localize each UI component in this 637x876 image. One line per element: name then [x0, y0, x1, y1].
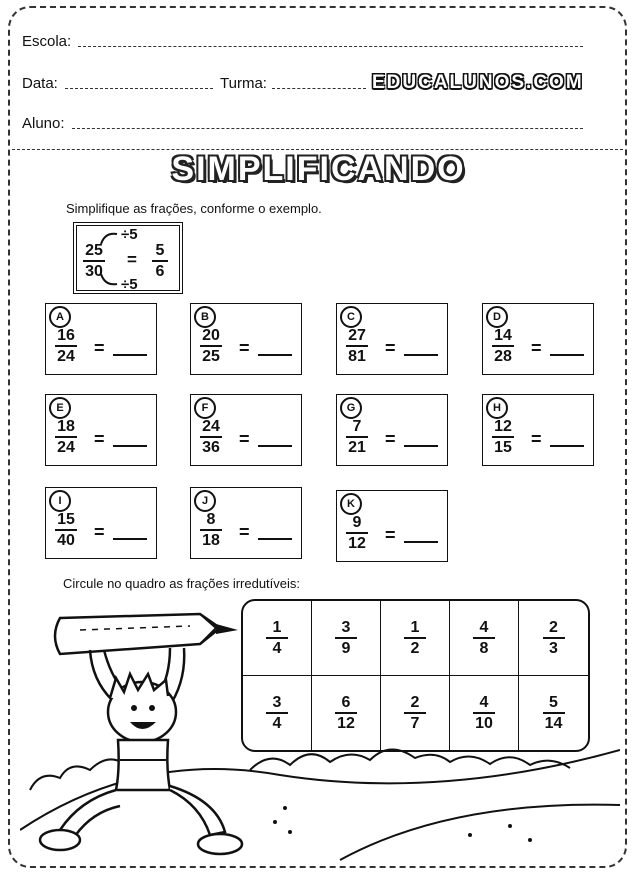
example-equals: =	[127, 250, 137, 269]
denominator: 36	[202, 439, 220, 456]
student-label: Aluno:	[22, 115, 65, 132]
answer-blank[interactable]	[404, 445, 438, 447]
school-label: Escola:	[22, 33, 72, 50]
exercise-letter-badge: F	[194, 397, 216, 419]
exercise-letter-badge: B	[194, 306, 216, 328]
irreducible-fraction-grid	[241, 599, 590, 752]
grid-cell[interactable]	[381, 601, 450, 676]
class-label: Turma:	[220, 75, 267, 92]
grid-fraction	[335, 694, 357, 732]
grid-cell[interactable]	[450, 676, 519, 751]
exercise-letter-badge: K	[340, 493, 362, 515]
exercise-fraction	[346, 514, 368, 552]
numerator: 7	[352, 418, 362, 435]
grid-fraction	[266, 694, 288, 732]
numerator: 6	[341, 693, 351, 711]
numerator: 2	[549, 618, 558, 636]
denominator: 3	[549, 639, 558, 657]
grid-fraction	[473, 619, 495, 657]
exercise-fraction	[200, 327, 222, 365]
exercise-b	[190, 303, 302, 375]
numerator: 1	[410, 618, 420, 636]
answer-blank[interactable]	[113, 445, 147, 447]
numerator: 14	[494, 327, 512, 344]
grid-fraction	[404, 694, 426, 732]
numerator: 27	[348, 327, 366, 344]
equals-sign: =	[239, 522, 250, 542]
student-field[interactable]	[72, 128, 583, 129]
grid-cell[interactable]	[312, 601, 381, 676]
equals-sign: =	[94, 522, 105, 542]
denominator: 10	[475, 714, 493, 732]
exercise-f	[190, 394, 302, 466]
numerator: 9	[352, 514, 362, 531]
answer-blank[interactable]	[258, 354, 292, 356]
exercise-letter-badge: J	[194, 490, 216, 512]
arc-bottom	[99, 272, 121, 288]
exercise-letter-badge: C	[340, 306, 362, 328]
equals-sign: =	[531, 429, 542, 449]
equals-sign: =	[239, 338, 250, 358]
answer-blank[interactable]	[258, 445, 292, 447]
brand-logo: EDUCALUNOS.COM	[372, 72, 584, 93]
equals-sign: =	[239, 429, 250, 449]
equals-sign: =	[94, 338, 105, 358]
exercise-h	[482, 394, 594, 466]
denominator: 7	[410, 714, 420, 732]
grid-fraction	[543, 619, 565, 657]
denominator: 4	[272, 639, 282, 657]
exercise-d	[482, 303, 594, 375]
answer-blank[interactable]	[404, 354, 438, 356]
grid-cell[interactable]	[243, 601, 312, 676]
denominator: 12	[348, 535, 366, 552]
numerator: 12	[494, 418, 512, 435]
answer-blank[interactable]	[258, 538, 292, 540]
grid-fraction	[404, 619, 426, 657]
divide-bottom-label: ÷5	[121, 276, 138, 293]
school-field[interactable]	[78, 46, 583, 47]
page-title: SIMPLIFICANDO	[171, 150, 466, 188]
exercise-letter-badge: G	[340, 397, 362, 419]
instruction-simplify: Simplifique as frações, conforme o exemplo.	[66, 201, 322, 216]
class-field[interactable]	[272, 88, 366, 89]
denominator: 14	[544, 714, 563, 732]
exercise-letter-badge: I	[49, 490, 71, 512]
answer-blank[interactable]	[404, 541, 438, 543]
numerator: 8	[206, 511, 216, 528]
example-denominator: 30	[85, 263, 103, 280]
grid-fraction	[473, 694, 495, 732]
numerator: 4	[479, 618, 489, 636]
denominator: 28	[494, 348, 512, 365]
numerator: 15	[57, 511, 75, 528]
grid-cell[interactable]	[450, 601, 519, 676]
grid-fraction	[335, 619, 357, 657]
numerator: 1	[272, 618, 282, 636]
answer-blank[interactable]	[113, 538, 147, 540]
equals-sign: =	[385, 338, 396, 358]
denominator: 21	[348, 439, 366, 456]
exercise-i	[45, 487, 157, 559]
equals-sign: =	[531, 338, 542, 358]
denominator: 40	[57, 532, 75, 549]
grid-cell[interactable]	[519, 601, 588, 676]
numerator: 16	[57, 327, 75, 344]
exercise-fraction	[55, 418, 77, 456]
exercise-letter-badge: A	[49, 306, 71, 328]
exercise-fraction	[346, 327, 368, 365]
example-numerator: 25	[85, 242, 103, 259]
answer-blank[interactable]	[550, 354, 584, 356]
example-result	[152, 242, 168, 280]
denominator: 81	[348, 348, 366, 365]
exercise-e	[45, 394, 157, 466]
numerator: 20	[202, 327, 220, 344]
divide-top-label: ÷5	[121, 226, 138, 243]
denominator: 9	[341, 639, 351, 657]
answer-blank[interactable]	[550, 445, 584, 447]
denominator: 25	[202, 348, 220, 365]
grid-fraction	[543, 694, 565, 732]
grid-fraction	[266, 619, 288, 657]
exercise-fraction	[200, 418, 222, 456]
instruction-circle: Circule no quadro as frações irredutíveis:	[63, 576, 301, 591]
exercise-fraction	[55, 511, 77, 549]
exercise-fraction	[492, 327, 514, 365]
result-numerator: 5	[155, 242, 165, 259]
numerator: 3	[272, 693, 282, 711]
answer-blank[interactable]	[113, 354, 147, 356]
date-field[interactable]	[65, 88, 213, 89]
equals-sign: =	[94, 429, 105, 449]
result-denominator: 6	[155, 263, 165, 280]
exercise-fraction	[200, 511, 222, 549]
numerator: 3	[341, 618, 351, 636]
equals-sign: =	[385, 525, 396, 545]
exercise-g	[336, 394, 448, 466]
date-label: Data:	[22, 75, 58, 92]
numerator: 5	[549, 693, 558, 711]
grid-cell[interactable]	[312, 676, 381, 751]
numerator: 2	[410, 693, 420, 711]
exercise-a	[45, 303, 157, 375]
exercise-fraction	[346, 418, 368, 456]
denominator: 8	[479, 639, 489, 657]
exercise-fraction	[55, 327, 77, 365]
denominator: 2	[410, 639, 420, 657]
numerator: 18	[57, 418, 75, 435]
example-box	[73, 222, 183, 294]
grid-cell[interactable]	[381, 676, 450, 751]
denominator: 24	[57, 439, 75, 456]
denominator: 18	[202, 532, 220, 549]
exercise-letter-badge: E	[49, 397, 71, 419]
denominator: 15	[494, 439, 512, 456]
numerator: 4	[479, 693, 489, 711]
denominator: 24	[57, 348, 75, 365]
exercise-k	[336, 490, 448, 562]
denominator: 4	[272, 714, 282, 732]
exercise-j	[190, 487, 302, 559]
exercise-fraction	[492, 418, 514, 456]
numerator: 24	[202, 418, 220, 435]
exercise-letter-badge: H	[486, 397, 508, 419]
denominator: 12	[337, 714, 355, 732]
exercise-letter-badge: D	[486, 306, 508, 328]
equals-sign: =	[385, 429, 396, 449]
grid-cell[interactable]	[519, 676, 588, 751]
grid-cell[interactable]	[243, 676, 312, 751]
exercise-c	[336, 303, 448, 375]
